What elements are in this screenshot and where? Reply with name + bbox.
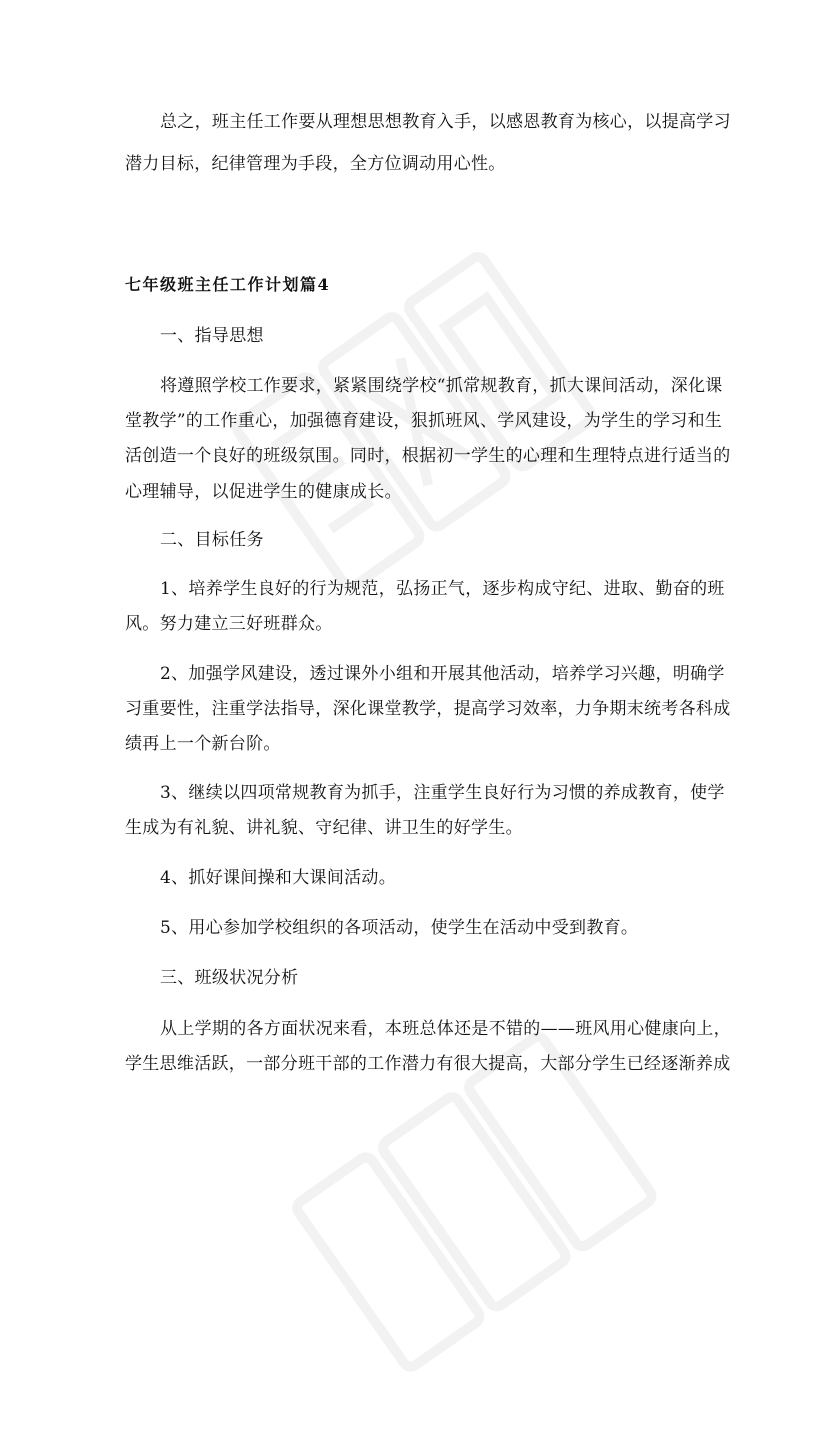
summary-line-2: 潜力目标，纪律管理为手段，全方位调动用心性。 (125, 154, 506, 174)
section2-item2-line-3: 绩再上一个新台阶。 (125, 734, 281, 754)
section3-line-2: 学生思维活跃，一部分班干部的工作潜力有很大提高，大部分学生已经逐渐养成 (125, 1054, 731, 1074)
section2-item1-line-2: 风。努力建立三好班群众。 (125, 614, 333, 634)
section1-line-4: 心理辅导，以促进学生的健康成长。 (125, 482, 402, 502)
section2-item4: 4、抓好课间操和大课间活动。 (160, 868, 397, 888)
section3-line-1: 从上学期的各方面状况来看，本班总体还是不错的——班风用心健康向上， (160, 1019, 731, 1039)
section2-item5: 5、用心参加学校组织的各项活动，使学生在活动中受到教育。 (160, 918, 639, 938)
section2-item2-line-1: 2、加强学风建设，透过课外小组和开展其他活动，培养学习兴趣，明确学 (160, 664, 725, 684)
section2-item1-line-1: 1、培养学生良好的行为规范，弘扬正气，逐步构成守纪、进取、勤奋的班 (160, 579, 725, 599)
section1-line-1: 将遵照学校工作要求，紧紧围绕学校“抓常规教育，抓大课间活动，深化课 (160, 376, 723, 396)
section1-line-2: 堂教学”的工作重心，加强德育建设，狠抓班风、学风建设，为学生的学习和生 (125, 411, 723, 431)
section2-heading: 二、目标任务 (160, 530, 264, 550)
summary-line-1: 总之，班主任工作要从理想思想教育入手，以感恩教育为核心，以提高学习 (160, 112, 731, 132)
section3-heading: 三、班级状况分析 (160, 968, 299, 988)
section1-heading: 一、指导思想 (160, 326, 264, 346)
document-title: 七年级班主任工作计划篇4 (125, 275, 331, 294)
section2-item3-line-2: 生成为有礼貌、讲礼貌、守纪律、讲卫生的好学生。 (125, 818, 523, 838)
section1-line-3: 活创造一个良好的班级氛围。同时，根据初一学生的心理和生理特点进行适当的 (125, 446, 731, 466)
section2-item3-line-1: 3、继续以四项常规教育为抓手，注重学生良好行为习惯的养成教育，使学 (160, 783, 725, 803)
section2-item2-line-2: 习重要性，注重学法指导，深化课堂教学，提高学习效率，力争期末统考各科成 (125, 699, 731, 719)
